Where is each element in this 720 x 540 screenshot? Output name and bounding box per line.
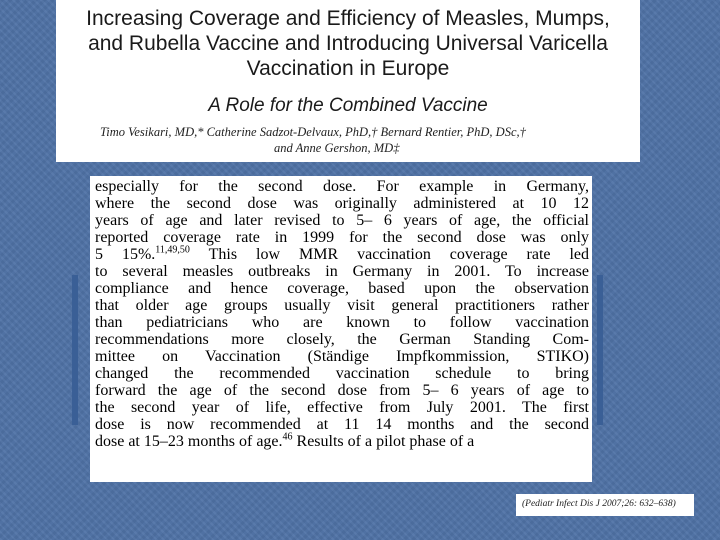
article-title-line: and Rubella Vaccine and Introducing Universal Varicella — [88, 32, 608, 55]
article-subtitle: A Role for the Combined Vaccine — [208, 95, 488, 116]
excerpt-text: reported coverage rate in 1999 for the second dose was only — [95, 229, 589, 246]
article-header — [56, 0, 640, 162]
excerpt-text: changed the recommended vaccination schedule to bring — [95, 365, 589, 382]
excerpt-text: the second year of life, effective from July 2001. The first — [95, 399, 589, 416]
excerpt-line — [95, 212, 589, 229]
excerpt-line — [95, 416, 589, 433]
excerpt-text: Results of a pilot phase of a — [292, 433, 475, 450]
excerpt-line — [95, 263, 589, 280]
excerpt-line — [95, 331, 589, 348]
article-title-line: Vaccination in Europe — [246, 57, 450, 80]
right-accent-bar — [597, 275, 603, 425]
excerpt-text: This low MMR vaccination coverage rate led — [189, 246, 589, 263]
excerpt-line — [95, 178, 589, 195]
journal-citation: (Pediatr Infect Dis J 2007;26: 632–638) — [516, 494, 694, 516]
excerpt-line — [95, 280, 589, 297]
excerpt-text: to several measles outbreaks in Germany in 2001. To increase — [95, 263, 589, 280]
excerpt-text: dose is now recommended at 11 14 months and the second — [95, 416, 589, 433]
excerpt-text: especially for the second dose. For example in Germany, — [95, 178, 589, 195]
excerpt-line — [95, 246, 589, 263]
authors-line: Timo Vesikari, MD,* Catherine Sadzot-Delvaux, PhD,† Bernard Rentier, PhD, DSc,† — [100, 125, 526, 139]
excerpt-line — [95, 229, 589, 246]
article-title — [56, 6, 640, 81]
excerpt-line — [95, 433, 589, 450]
excerpt-text: forward the age of the second dose from 5– 6 years of age to — [95, 382, 589, 399]
excerpt-text: 5 15%. — [95, 246, 156, 263]
excerpt-line — [95, 297, 589, 314]
article-title-line: Increasing Coverage and Efficiency of Measles, Mumps, — [86, 7, 610, 30]
excerpt-text: compliance and hence coverage, based upon the observation — [95, 280, 589, 297]
article-excerpt — [90, 176, 592, 482]
excerpt-line — [95, 399, 589, 416]
excerpt-line — [95, 195, 589, 212]
excerpt-text: that older age groups usually visit general practitioners rather — [95, 297, 589, 314]
excerpt-line — [95, 314, 589, 331]
excerpt-text: years of age and later revised to 5– 6 years of age, the official — [95, 212, 589, 229]
authors-line: and Anne Gershon, MD‡ — [274, 141, 400, 155]
excerpt-line — [95, 348, 589, 365]
left-accent-bar — [72, 275, 78, 425]
reference-superscript: 11,49,50 — [155, 244, 190, 256]
article-authors — [100, 124, 620, 156]
excerpt-text: dose at 15–23 months of age. — [95, 433, 283, 450]
excerpt-text: mittee on Vaccination (Ständige Impfkommission, STIKO) — [95, 348, 589, 365]
excerpt-text: where the second dose was originally administered at 10 12 — [95, 195, 589, 212]
excerpt-text: recommendations more closely, the German Standing Com- — [95, 331, 589, 348]
excerpt-line — [95, 382, 589, 399]
excerpt-line — [95, 365, 589, 382]
excerpt-text: than pediatricians who are known to follow vaccination — [95, 314, 589, 331]
reference-superscript: 46 — [282, 431, 293, 443]
